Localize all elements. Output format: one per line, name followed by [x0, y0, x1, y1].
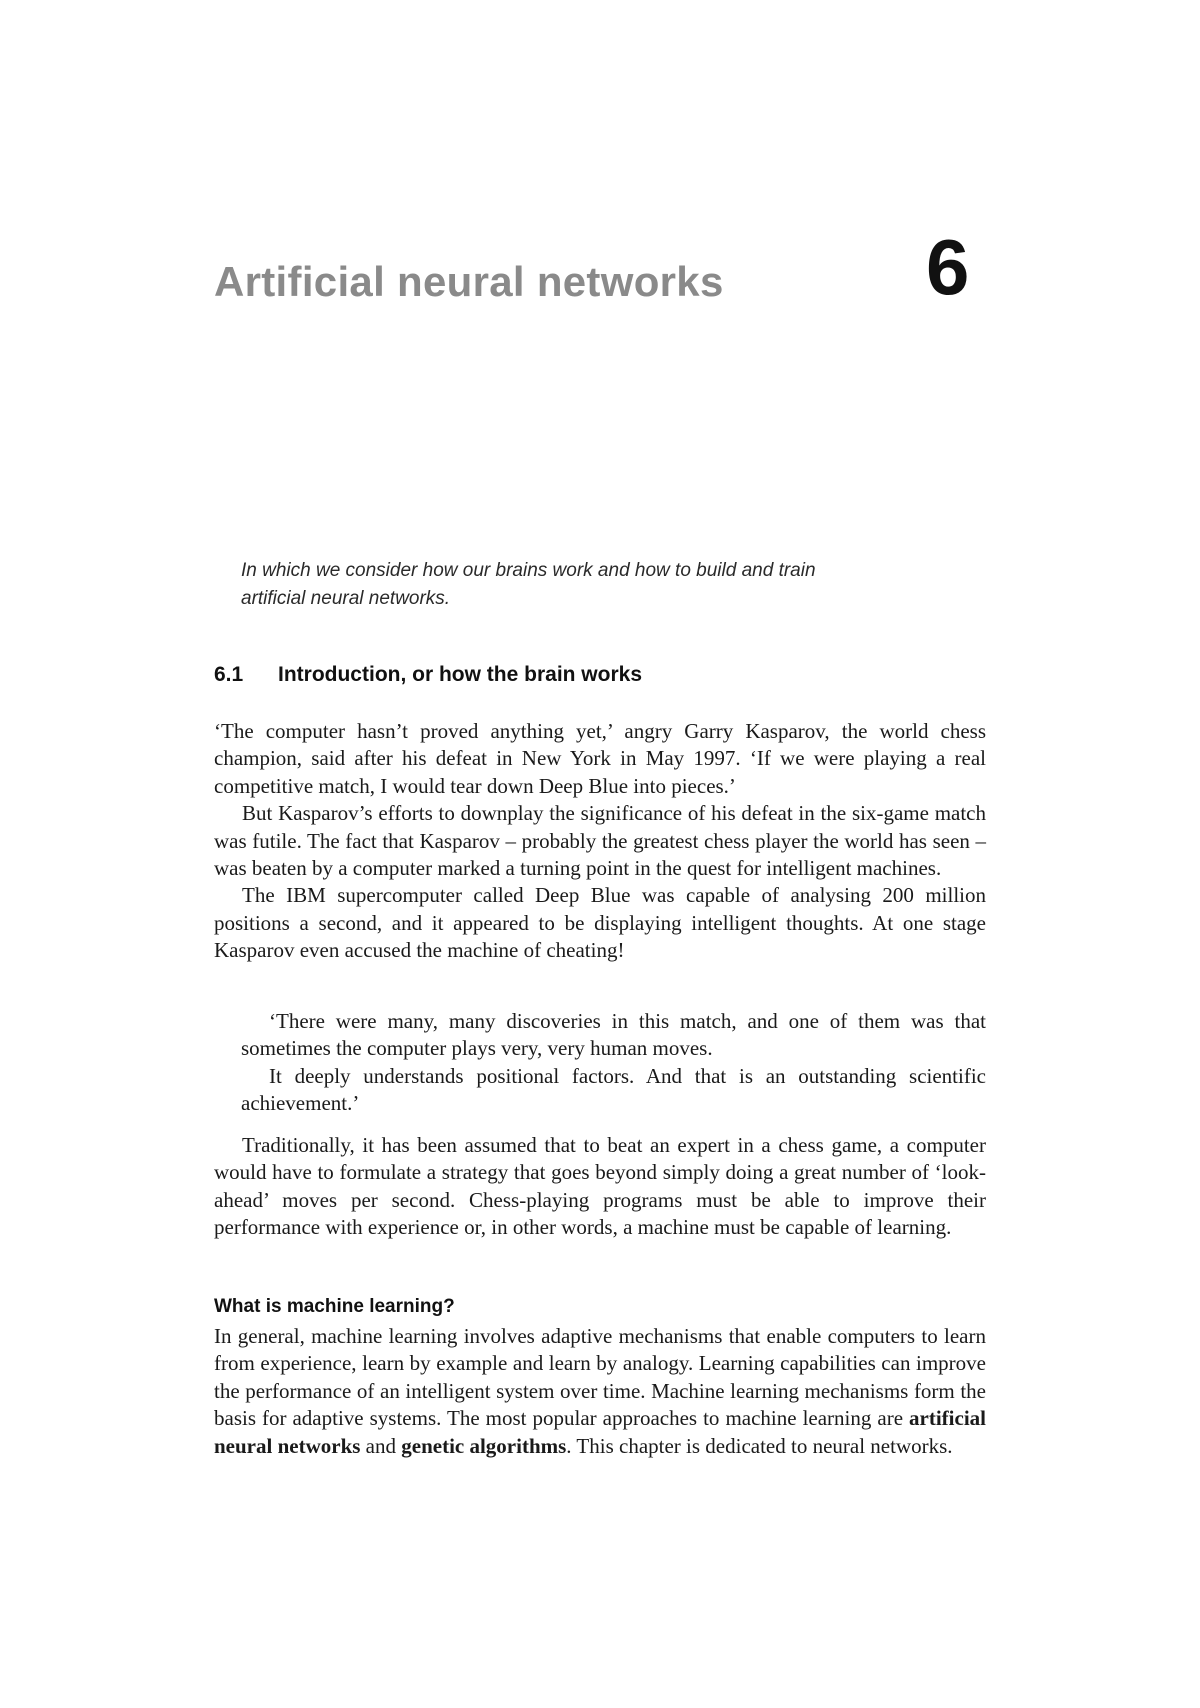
paragraph: Traditionally, it has been assumed that to beat an expert in a chess game, a computer would have to formulate a strategy that goes beyond simply doing a great number of ‘look-ahead’ moves per second. Chess-playing programs must be able to improve their performance with experience or, in other words, a machine must be capable of learning. [214, 1133, 986, 1240]
chapter-number: 6 [926, 223, 970, 311]
chapter-title: Artificial neural networks [214, 258, 724, 305]
section-title: Introduction, or how the brain works [278, 663, 643, 686]
quote-paragraph: It deeply understands positional factors. And that is an outstanding scientific achievement.’ [241, 1063, 986, 1116]
paragraph: The IBM supercomputer called Deep Blue was capable of analysing 200 million positions a second, and it appeared to be displaying intelligent thoughts. At one stage Kasparov even accused the machine of cheating! [214, 883, 986, 963]
body-text-block [214, 1132, 986, 1242]
section-number: 6.1 [214, 663, 244, 686]
epigraph-line: artificial neural networks. [241, 588, 451, 609]
block-quote [241, 1008, 986, 1118]
chapter-epigraph [241, 557, 901, 613]
paragraph: But Kasparov’s efforts to downplay the significance of his defeat in the six-game match was futile. The fact that Kasparov – probably the greatest chess player the world has seen – was beaten by a computer marked a turning point in the quest for intelligent machines. [214, 801, 986, 881]
paragraph: ‘The computer hasn’t proved anything yet,’ angry Garry Kasparov, the world chess champion, said after his defeat in New York in May 1997. ‘If we were playing a real competitive match, I would tear down Deep Blue into pieces.’ [214, 719, 986, 798]
epigraph-line: In which we consider how our brains work and how to build and train [241, 560, 816, 581]
body-text-block [214, 718, 986, 965]
section-heading [214, 663, 642, 687]
body-text-block [214, 1323, 986, 1460]
paragraph-text: and [360, 1433, 402, 1458]
paragraph [214, 1323, 986, 1460]
subsection-heading: What is machine learning? [214, 1296, 455, 1317]
quote-paragraph: ‘There were many, many discoveries in this match, and one of them was that sometimes the computer plays very, very human moves. [241, 1009, 986, 1061]
bold-term: genetic algorithms [401, 1433, 567, 1458]
paragraph-text: In general, machine learning involves adaptive mechanisms that enable computers to learn from experience, learn by example and learn by analogy. Learning capabilities can improve the performance of an intelligent system over time. Machine learning mechanisms form the basis for adaptive systems. The most popular approaches to machine learning are [214, 1324, 986, 1431]
bold-term: artificial neural networks [214, 1406, 986, 1458]
paragraph-text: . This chapter is dedicated to neural networks. [566, 1433, 953, 1458]
